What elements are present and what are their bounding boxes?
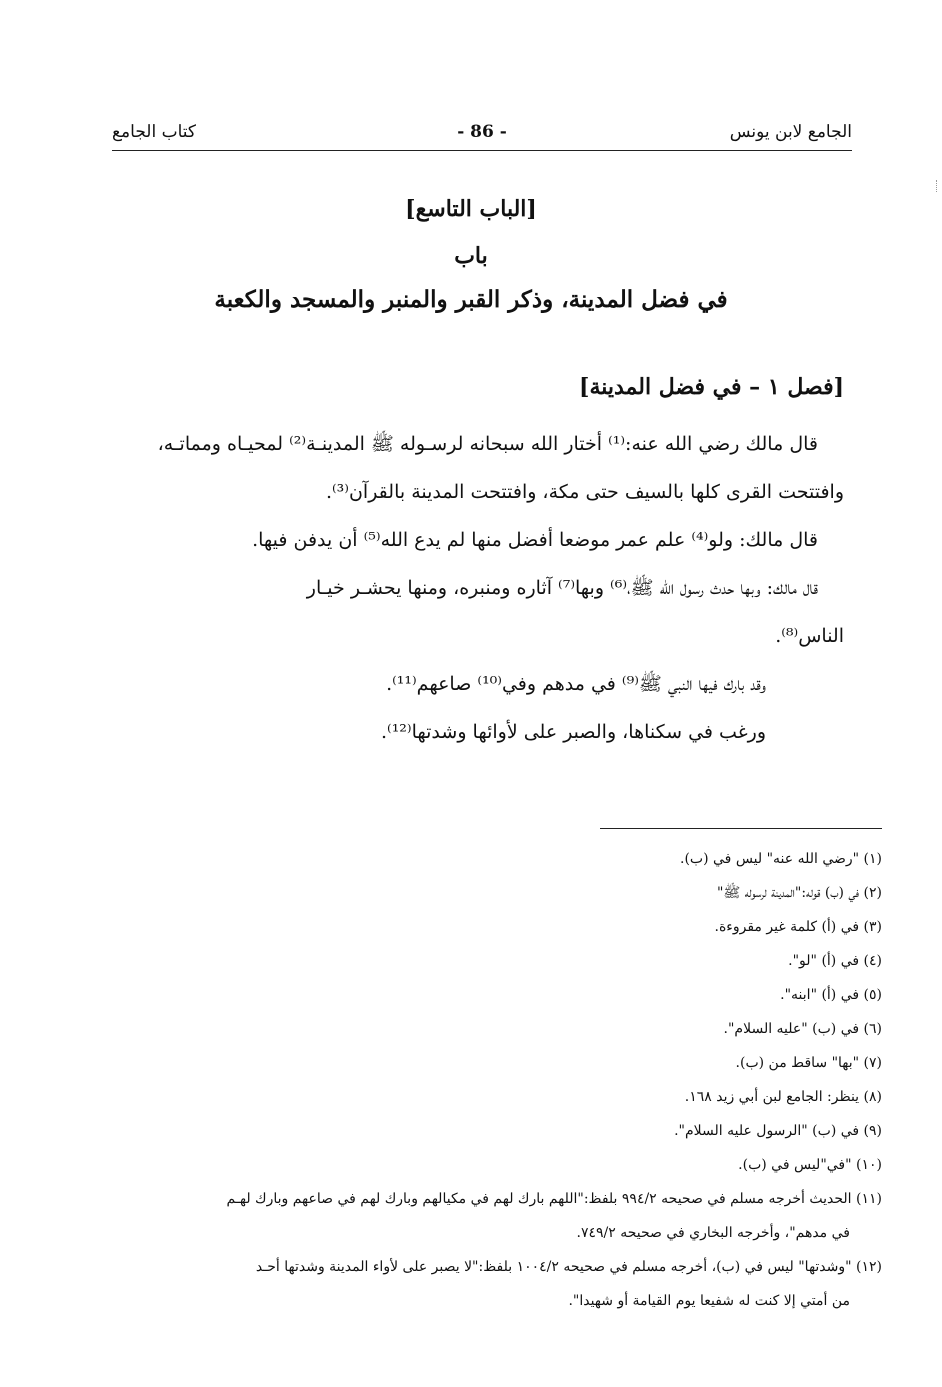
header-book-author: الجامع لابن يونس	[729, 122, 852, 142]
body-text	[66, 420, 844, 756]
paragraph: وقد بارك فيها النبي ﷺ⁽⁹⁾ في مدهم وفي⁽¹⁰⁾ صاعهم⁽¹¹⁾.	[386, 673, 766, 695]
paragraph: الناس⁽⁸⁾.	[775, 625, 844, 647]
footnotes	[104, 842, 882, 1318]
running-header	[112, 122, 852, 152]
bab-label: باب	[454, 243, 488, 269]
paragraph: قال مالك: ولو⁽⁴⁾ علم عمر موضعا أفضل منها لم يدع الله⁽⁵⁾ أن يدفن فيها.	[252, 529, 818, 551]
footnote-rule	[600, 828, 882, 829]
paragraph: قال مالك: وبها حدث رسول الله ﷺ،⁽⁶⁾ وبها⁽⁷⁾ آثاره ومنبره، ومنها يحشـر خيـار	[306, 577, 818, 599]
footnote: (١) "رضي الله عنه" ليس في (ب).	[680, 851, 882, 867]
footnote: (٩) في (ب) "الرسول عليه السلام".	[674, 1123, 882, 1139]
footnote: (٣) في (أ) كلمة غير مقروءة.	[714, 919, 882, 935]
section-heading: [فصل ١ – في فضل المدينة]	[579, 374, 844, 400]
paragraph: قال مالك رضي الله عنه:⁽¹⁾ أختار الله سبحانه لرسـوله ﷺ المدينـة⁽²⁾ لمحيـاه ومماتـه،	[157, 433, 818, 455]
paragraph: ورغب في سكناها، والصبر على لأوائها وشدتها⁽¹²⁾.	[380, 721, 766, 743]
footnote-continuation: من أمتي إلا كنت له شفيعا يوم القيامة أو شهيدا".	[568, 1293, 850, 1309]
footnote: (١٢) "وشدتها" ليس في (ب)، أخرجه مسلم في صحيحه ١٠٠٤/٢ بلفظ:"لا يصبر على لأواء المدينة وشدتها أحـد	[255, 1259, 882, 1275]
scan-margin-mark	[930, 180, 937, 192]
footnote-continuation: في مدهم"، وأخرجه البخاري في صحيحه ٧٤٩/٢.	[576, 1225, 850, 1241]
header-book-section: كتاب الجامع	[112, 122, 197, 142]
footnote: (٢) في (ب) قوله:"المدينة لرسوله ﷺ"	[716, 885, 882, 901]
header-rule	[112, 150, 852, 151]
footnote: (١١) الحديث أخرجه مسلم في صحيحه ٩٩٤/٢ بلفظ:"اللهم بارك لهم في مكيالهم وبارك لهم في صاعهم وبارك لهـم	[226, 1191, 882, 1207]
header-page-number: - 86 -	[457, 122, 507, 142]
footnote: (٦) في (ب) "عليه السلام".	[723, 1021, 882, 1037]
bab-subtitle: في فضل المدينة، وذكر القبر والمنبر والمسجد والكعبة	[214, 286, 728, 313]
footnote: (٧) "بها" ساقط من (ب).	[735, 1055, 882, 1071]
chapter-title: [الباب التاسع]	[405, 196, 537, 222]
footnote: (١٠) "في"ليس في (ب).	[738, 1157, 882, 1173]
footnote: (٨) ينظر: الجامع لبن أبي زيد ١٦٨.	[684, 1089, 882, 1105]
footnote: (٥) في (أ) "ابنه".	[780, 987, 882, 1003]
footnote: (٤) في (أ) "لو".	[788, 953, 882, 969]
paragraph: وافتتحت القرى كلها بالسيف حتى مكة، وافتتحت المدينة بالقرآن⁽³⁾.	[325, 481, 844, 503]
